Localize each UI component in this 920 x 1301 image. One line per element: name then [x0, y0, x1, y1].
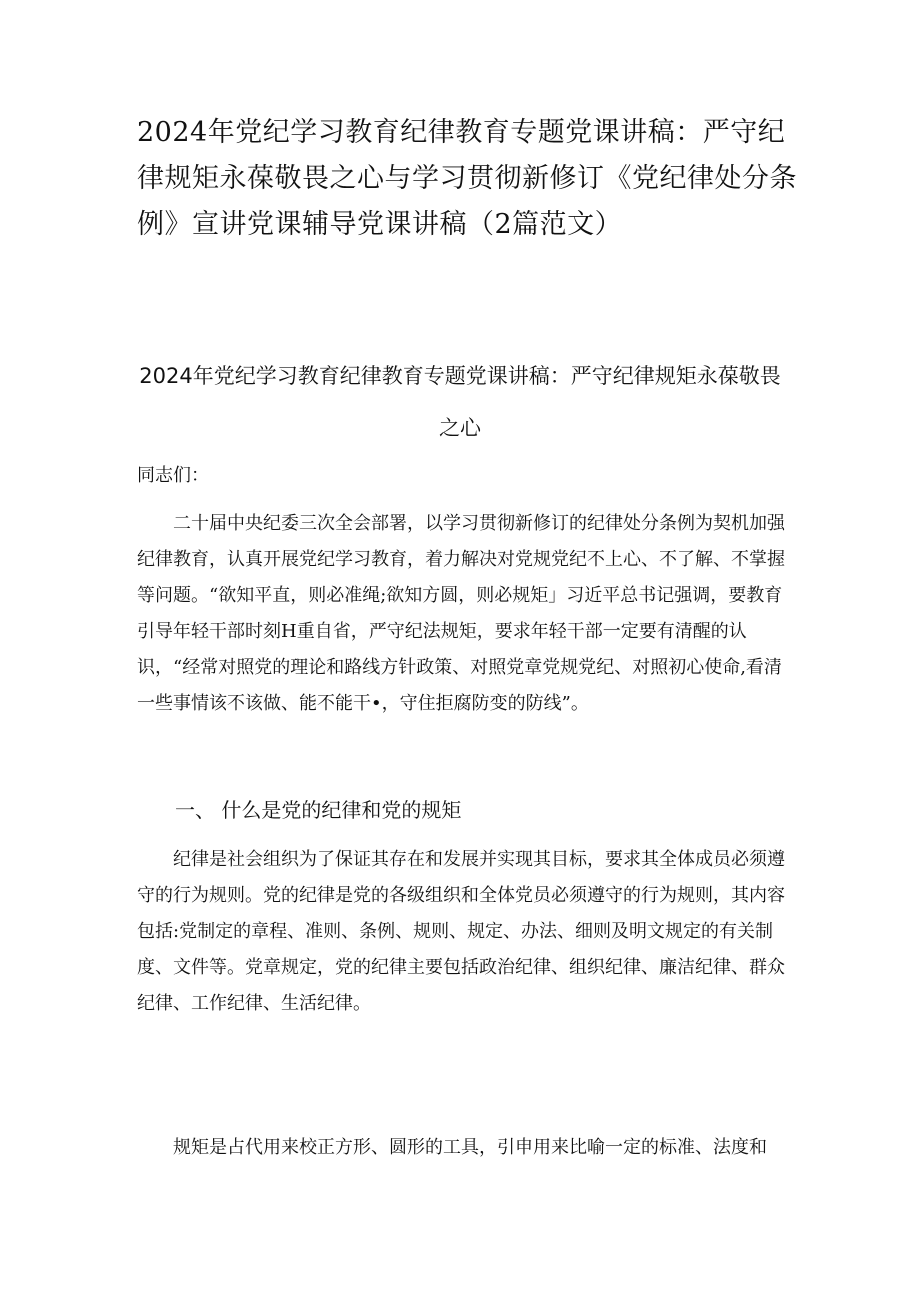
- paragraph-rules-definition: 规矩是占代用来校正方形、圆形的工具，引申用来比喻一定的标准、法度和: [173, 1137, 767, 1158]
- document-title: 2024年党纪学习教育纪律教育专题党课讲稿：严守纪律规矩永葆敬畏之心与学习贯彻新修订《党纪律处分条例》宣讲党课辅导党课讲稿（2篇范文）: [137, 117, 797, 240]
- paragraph-discipline-definition: 纪律是社会组织为了保证其存在和发展并实现其目标，要求其全体成员必须遵守的行为规则。党的纪律是党的各级组织和全体党员必须遵守的行为规则，其内容包括:党制定的章程、准则、条例、规则、规定、办法、细则及明文规定的有关制度、文件等。党章规定，党的纪律主要包括政治纪律、组织纪律、廉洁纪律、群众纪律、工作纪律、生活纪律。: [137, 849, 785, 1014]
- salutation: 同志们：: [137, 465, 209, 486]
- section-title: 2024年党纪学习教育纪律教育专题党课讲稿：严守纪律规矩永葆敬畏之心: [139, 364, 781, 440]
- paragraph-intro: 二十届中央纪委三次全会部署，以学习贯彻新修订的纪律处分条例为契机加强纪律教育，认真开展党纪学习教育，着力解决对党规党纪不上心、不了解、不掌握等问题。“欲知平直，则必准绳;欲知方圆，则必规矩」习近平总书记强调，要教育引导年轻干部时刻H重自省，严守纪法规矩，要求年轻干部一定要有清醒的认识，“经常对照党的理论和路线方针政策、对照党章党规党纪、对照初心使命,看清一些事情该不该做、能不能干•，守住拒腐防变的防线”。: [137, 513, 785, 714]
- heading-what-is-discipline: 一、 什么是党的纪律和党的规矩: [175, 798, 462, 822]
